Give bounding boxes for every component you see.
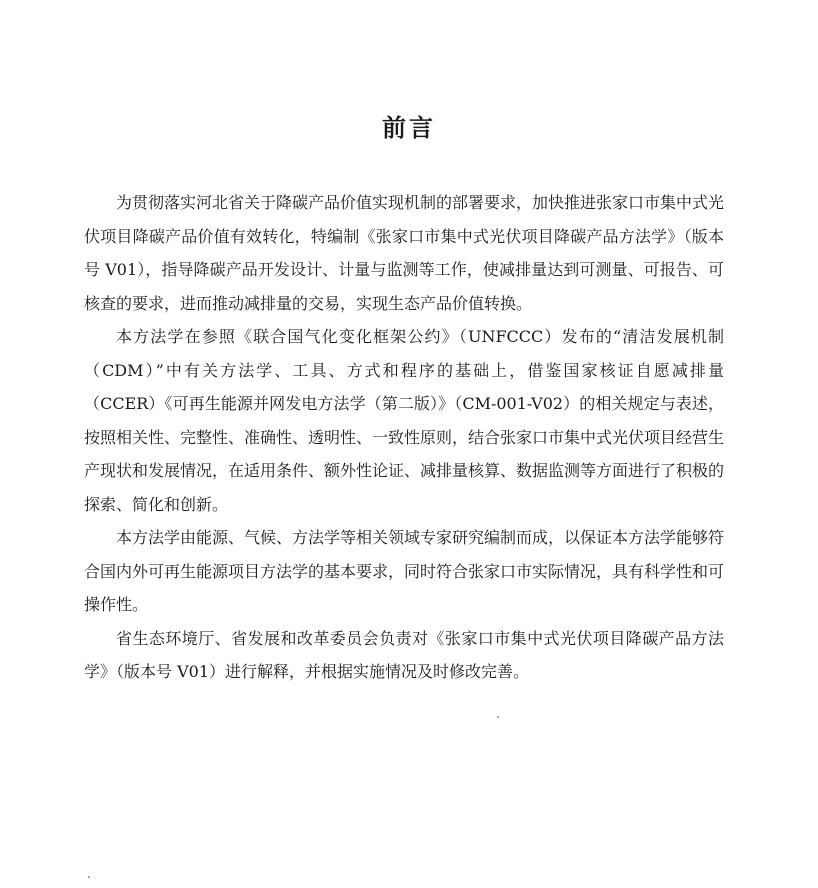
paragraph-1: 为贯彻落实河北省关于降碳产品价值实现机制的部署要求，加快推进张家口市集中式光伏项目降碳产品价值有效转化，特编制《张家口市集中式光伏项目降碳产品方法学》（版本号 V01），指导降碳产品开发设计、计量与监测等工作，使减排量达到可测量、可报告、可核查的要求，进而推动减排量的交易，实现生态产品价值转换。 (84, 193, 725, 313)
document-body (84, 186, 724, 689)
scan-speck (88, 876, 90, 878)
paragraph-2: 本方法学在参照《联合国气化变化框架公约》（UNFCCC）发布的“清洁发展机制（CDM）”中有关方法学、工具、方式和程序的基础上，借鉴国家核证自愿减排量（CCER）《可再生能源并网发电方法学（第二版）》（CM-001-V02）的相关规定与表述，按照相关性、完整性、准确性、透明性、一致性原则，结合张家口市集中式光伏项目经营生产现状和发展情况，在适用条件、额外性论证、减排量核算、数据监测等方面进行了积极的探索、简化和创新。 (84, 327, 725, 514)
page-title: 前言 (382, 113, 436, 142)
scan-speck (497, 716, 499, 718)
paragraph-4: 省生态环境厅、省发展和改革委员会负责对《张家口市集中式光伏项目降碳产品方法学》（版本号 V01）进行解释，并根据实施情况及时修改完善。 (84, 628, 724, 681)
paragraph-3: 本方法学由能源、气候、方法学等相关领域专家研究编制而成，以保证本方法学能够符合国内外可再生能源项目方法学的基本要求，同时符合张家口市实际情况，具有科学性和可操作性。 (84, 528, 725, 614)
